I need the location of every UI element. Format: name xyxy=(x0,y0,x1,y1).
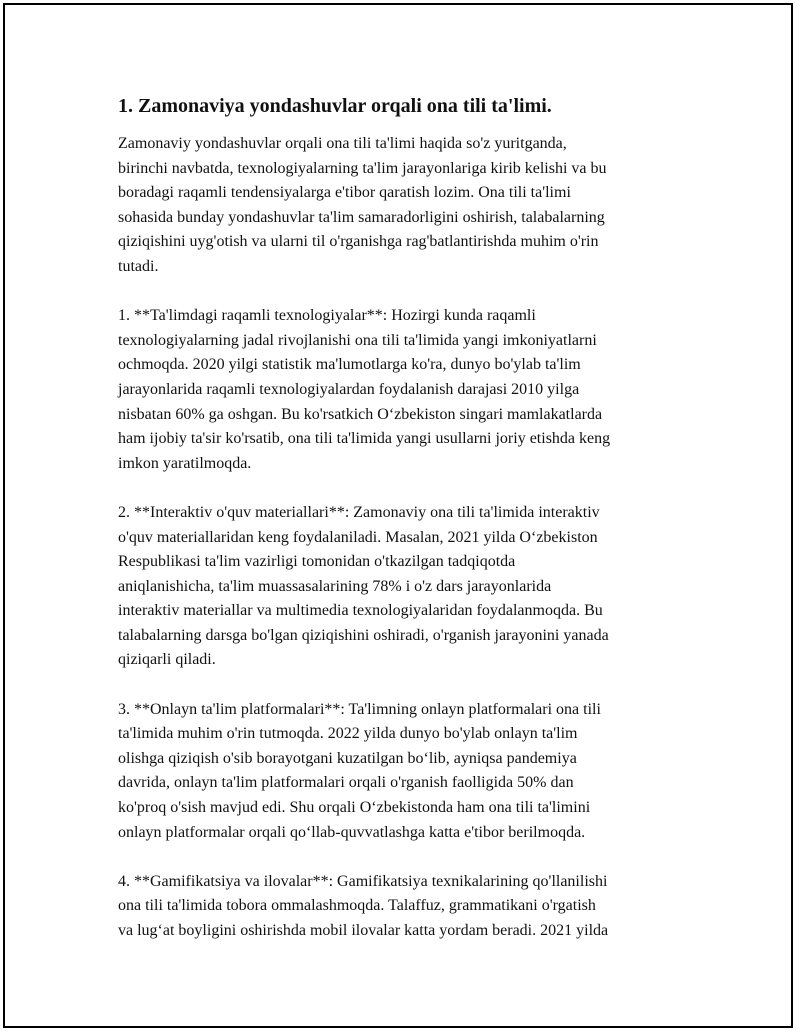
text-line: nisbatan 60% ga oshgan. Bu ko'rsatkich O‘zbekiston singari mamlakatlarda xyxy=(118,405,603,423)
text-line: imkon yaratilmoqda. xyxy=(118,454,252,472)
text-line: aniqlanishicha, ta'lim muassasalarining 78% i o'z dars jarayonlarida xyxy=(118,577,552,595)
text-line: onlayn platformalar orqali qo‘llab-quvvatlashga katta e'tibor berilmoqda. xyxy=(118,823,586,841)
text-line: davrida, onlayn ta'lim platformalari orqali o'rganish faolligida 50% dan xyxy=(118,774,574,792)
text-line: olishga qiziqish o'sib borayotgani kuzatilgan bo‘lib, ayniqsa pandemiya xyxy=(118,749,577,767)
text-line: o'quv materiallaridan keng foydalaniladi. Masalan, 2021 yilda O‘zbekiston xyxy=(118,528,598,546)
paragraph-gamification xyxy=(118,870,688,944)
intro-paragraph xyxy=(118,132,688,280)
text-line: texnologiyalarning jadal rivojlanishi ona tili ta'limida yangi imkoniyatlarni xyxy=(118,331,597,349)
text-line: 3. **Onlayn ta'lim platformalari**: Ta'limning onlayn platformalari ona tili xyxy=(118,700,601,718)
text-line: 4. **Gamifikatsiya va ilovalar**: Gamifikatsiya texnikalarining qo'llanilishi xyxy=(118,872,608,890)
text-line: ochmoqda. 2020 yilgi statistik ma'lumotlarga ko'ra, dunyo bo'ylab ta'lim xyxy=(118,356,581,374)
text-line: 1. **Ta'limdagi raqamli texnologiyalar**: Hozirgi kunda raqamli xyxy=(118,307,536,325)
text-line: tutadi. xyxy=(118,257,159,275)
text-line: qiziqarli qiladi. xyxy=(118,651,216,669)
text-line: Zamonaviy yondashuvlar orqali ona tili ta'limi haqida so'z yuritganda, xyxy=(118,135,567,152)
section-heading: 1. Zamonaviya yondashuvlar orqali ona tili ta'limi. xyxy=(118,95,552,117)
text-line: Respublikasi ta'lim vazirligi tomonidan o'tkazilgan tadqiqotda xyxy=(118,553,516,571)
paragraph-interactive-materials xyxy=(118,501,688,673)
text-line: ko'proq o'sish mavjud edi. Shu orqali O‘zbekistonda ham ona tili ta'limini xyxy=(118,799,591,817)
text-line: va lug‘at boyligini oshirishda mobil ilovalar katta yordam beradi. 2021 yilda xyxy=(118,922,609,939)
text-line: 2. **Interaktiv o'quv materiallari**: Zamonaviy ona tili ta'limida interaktiv xyxy=(118,503,600,521)
text-line: birinchi navbatda, texnologiyalarning ta'lim jarayonlariga kirib kelishi va bu xyxy=(118,159,607,177)
text-line: ham ijobiy ta'sir ko'rsatib, ona tili ta'limida yangi usullarni joriy etishda keng xyxy=(118,430,611,448)
document-body xyxy=(118,92,688,968)
text-line: ona tili ta'limida tobora ommalashmoqda. Talaffuz, grammatikani o'rgatish xyxy=(118,897,596,915)
text-line: qiziqishini uyg'otish va ularni til o'rganishga rag'batlantirishda muhim o'rin xyxy=(118,233,599,251)
text-line: interaktiv materiallar va multimedia texnologiyalaridan foydalanmoqda. Bu xyxy=(118,602,603,620)
paragraph-digital-technologies xyxy=(118,304,688,476)
text-line: jarayonlarida raqamli texnologiyalardan foydalanish darajasi 2010 yilga xyxy=(118,380,580,398)
text-line: boradagi raqamli tendensiyalarga e'tibor qaratish lozim. Ona tili ta'limi xyxy=(118,184,571,202)
text-line: talabalarning darsga bo'lgan qiziqishini oshiradi, o'rganish jarayonini yanada xyxy=(118,626,609,644)
text-line: ta'limida muhim o'rin tutmoqda. 2022 yilda dunyo bo'ylab onlayn ta'lim xyxy=(118,725,578,743)
paragraph-online-platforms xyxy=(118,698,688,846)
text-line: sohasida bunday yondashuvlar ta'lim samaradorligini oshirish, talabalarning xyxy=(118,208,605,226)
